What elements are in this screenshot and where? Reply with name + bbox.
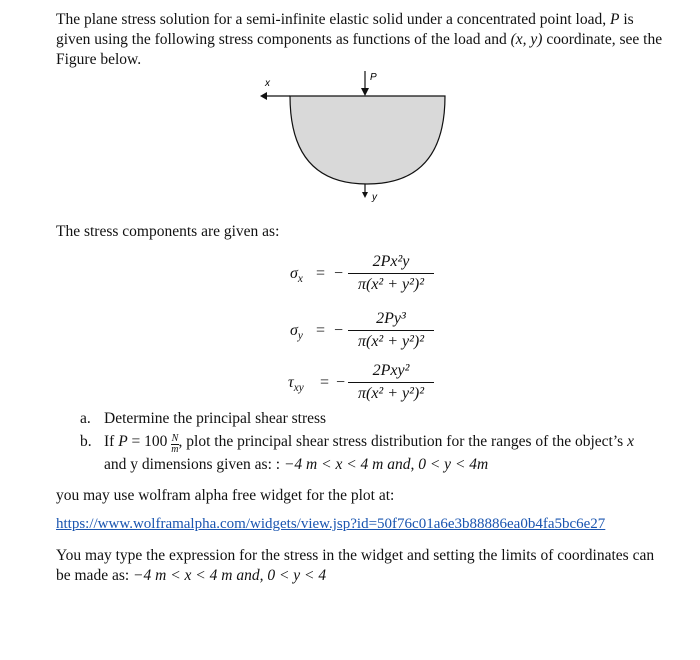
closing-range: −4 m < x < 4 m and, 0 < y < 4	[133, 567, 327, 584]
list-item-text: Determine the principal shear stress	[104, 410, 327, 427]
widget-note: you may use wolfram alpha free widget for the plot at:	[56, 487, 395, 504]
intro-text-c: coordinate, see the Figure below.	[56, 31, 663, 68]
equals-sign: =	[320, 374, 330, 391]
denominator: π(x² + y²)²	[357, 276, 425, 293]
fraction	[348, 310, 434, 351]
denominator: π(x² + y²)²	[357, 385, 425, 402]
y-axis-label: y	[372, 192, 377, 203]
stress-heading: The stress components are given as:	[56, 223, 280, 240]
half-space-figure	[255, 66, 455, 216]
intro-load-symbol: P	[609, 11, 620, 28]
equation-lhs: $\sigma_y$	[290, 322, 303, 343]
y-axis-arrow	[362, 192, 368, 198]
fraction	[348, 362, 434, 403]
equation-lhs: $\sigma_x$	[290, 265, 303, 286]
load-label: P	[370, 72, 377, 83]
equals-sign: =	[316, 265, 326, 282]
minus-sign: −	[334, 322, 344, 339]
list-item-label: a.	[80, 410, 91, 427]
numerator: 2Px²y	[372, 253, 410, 270]
denominator: π(x² + y²)²	[357, 333, 425, 350]
x-axis-label: x	[265, 78, 270, 89]
intro-coordinate: (x, y)	[510, 31, 543, 48]
unit-fraction: $\frac{N}{m}$	[171, 433, 179, 455]
half-space-diagram	[255, 66, 455, 216]
minus-sign: −	[334, 265, 344, 282]
intro-text-b: is given using the following stress components as functions of the load and	[56, 11, 634, 48]
intro-paragraph	[56, 10, 666, 70]
intro-text-a: The plane stress solution for a semi-infinite elastic solid under a concentrated point load,	[56, 11, 610, 28]
minus-sign: −	[336, 374, 346, 391]
numerator: 2Py³	[376, 310, 406, 327]
load-arrow-head	[361, 88, 369, 96]
wolfram-widget-link[interactable]: https://www.wolframalpha.com/widgets/view.jsp?id=50f76c01a6e3b88886ea0b4fa5bc6e27	[56, 516, 606, 532]
range-expression: −4 m < x < 4 m and, 0 < y < 4m	[283, 456, 489, 473]
equation-lhs: $\tau_{xy}$	[288, 374, 304, 395]
numerator: 2Pxy²	[372, 362, 410, 379]
list-item-text: If P = 100 $\frac{N}{m}$ , plot the principal shear stress distribution for the ranges of the object’s x and y dimensions given as: : −4 m < x < 4 m and, 0 < y < 4m	[104, 433, 634, 473]
equals-sign: =	[316, 322, 326, 339]
half-space-body	[290, 96, 445, 184]
list-item-label: b.	[80, 433, 92, 450]
x-axis-arrow	[260, 92, 267, 100]
fraction	[348, 253, 434, 294]
closing-paragraph: You may type the expression for the stress in the widget and setting the limits of coordinates can be made as: −4 m < x < 4 m and, 0 < y < 4	[56, 547, 655, 584]
